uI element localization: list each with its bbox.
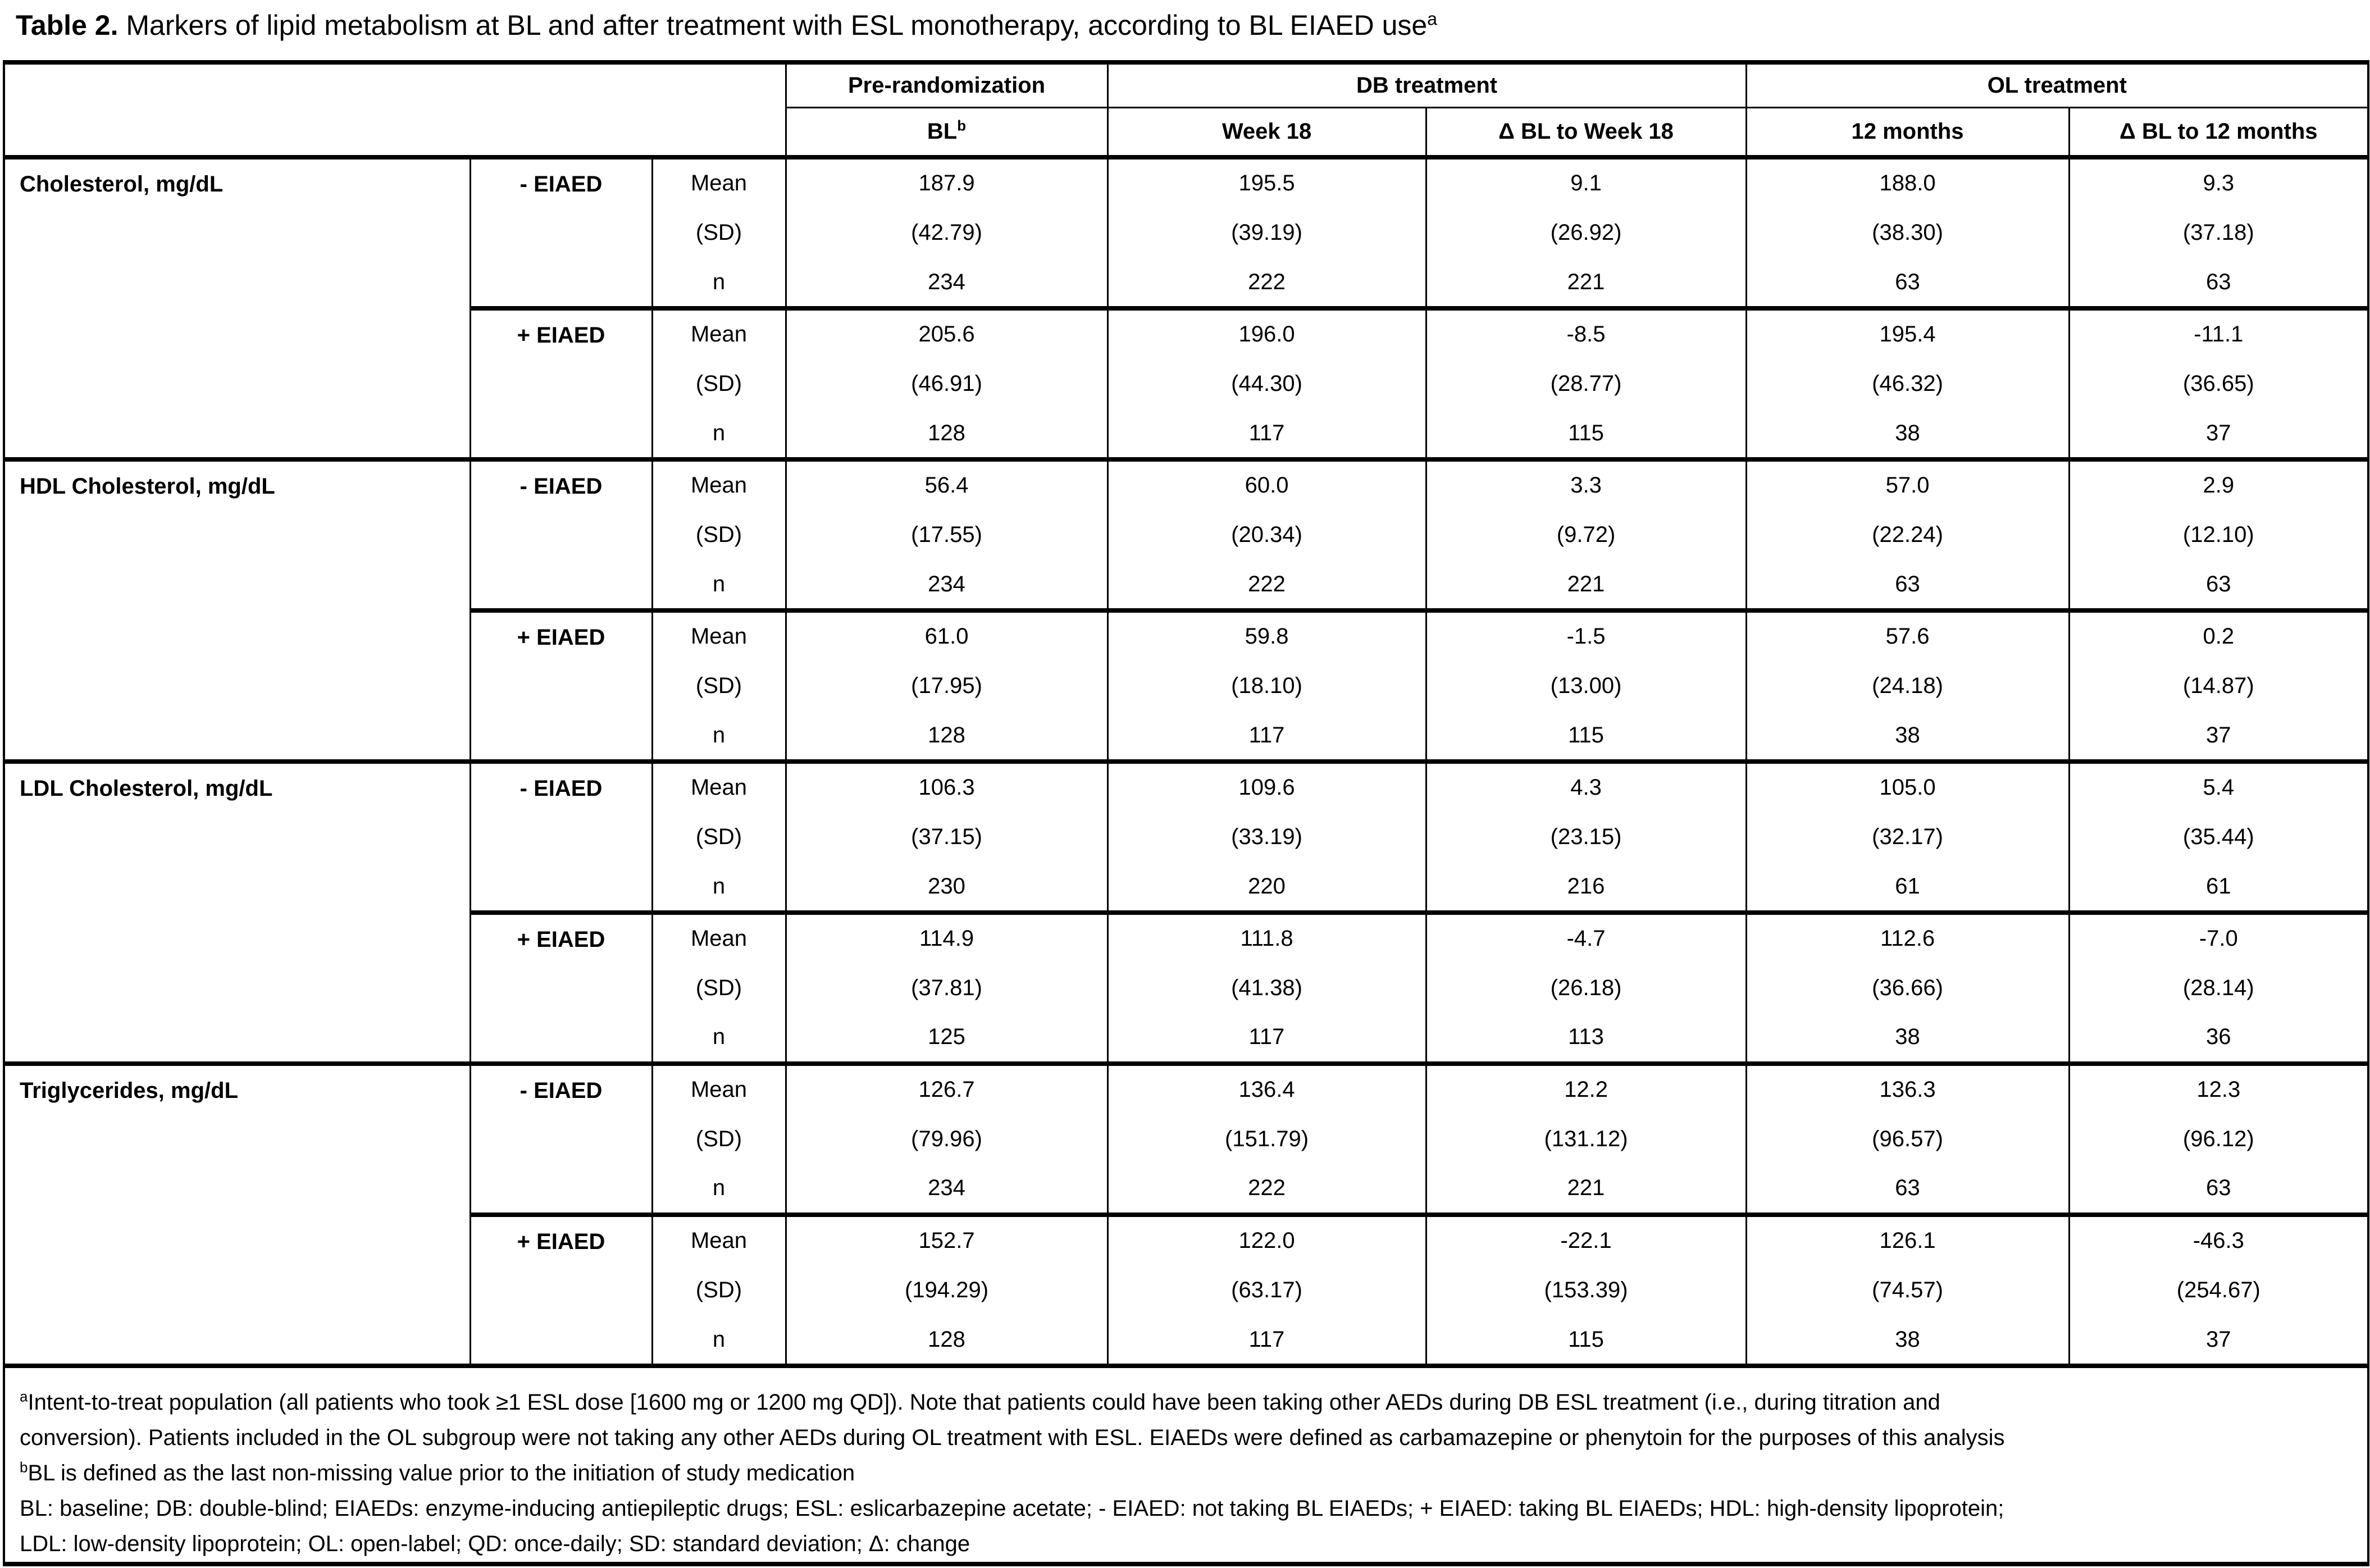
value-cell: 234	[786, 1164, 1107, 1215]
stat-label-cell: (SD)	[652, 963, 786, 1014]
value-cell: 63	[2069, 1164, 2368, 1215]
value-cell: 221	[1426, 1164, 1746, 1215]
value-cell: 105.0	[1746, 762, 2069, 812]
value-cell: (37.81)	[786, 963, 1107, 1014]
value-cell: (33.19)	[1107, 812, 1426, 863]
header-group-prerandomization: Pre-randomization	[786, 62, 1107, 107]
parameter-cell: Triglycerides, mg/dL	[4, 1064, 470, 1366]
value-cell: 126.7	[786, 1064, 1107, 1114]
value-cell: 196.0	[1107, 308, 1426, 359]
value-cell: 220	[1107, 862, 1426, 913]
value-cell: 195.4	[1746, 308, 2069, 359]
value-cell: 230	[786, 862, 1107, 913]
value-cell: 38	[1746, 409, 2069, 459]
stat-label-cell: (SD)	[652, 1265, 786, 1315]
value-cell: 2.9	[2069, 459, 2368, 510]
header-col-bl	[786, 107, 1107, 157]
stat-label-cell: n	[652, 560, 786, 610]
table-header	[4, 62, 2368, 157]
value-cell: 106.3	[786, 762, 1107, 812]
value-cell: -22.1	[1426, 1215, 1746, 1265]
abbreviations-line2: LDL: low-density lipoprotein; OL: open-label; QD: once-daily; SD: standard deviation; Δ: change	[20, 1531, 970, 1556]
value-cell: (254.67)	[2069, 1265, 2368, 1315]
value-cell: (79.96)	[786, 1114, 1107, 1164]
value-cell: 9.1	[1426, 157, 1746, 208]
value-cell: (96.12)	[2069, 1114, 2368, 1164]
value-cell: 187.9	[786, 157, 1107, 208]
stat-label-cell: Mean	[652, 610, 786, 661]
value-cell: 63	[2069, 258, 2368, 308]
value-cell: 128	[786, 711, 1107, 762]
table-row	[4, 1064, 2368, 1114]
value-cell: 221	[1426, 258, 1746, 308]
value-cell: 112.6	[1746, 913, 2069, 963]
stat-label-cell: Mean	[652, 913, 786, 963]
bl-footnote-marker: b	[957, 117, 967, 134]
stat-label-cell: n	[652, 409, 786, 459]
value-cell: (63.17)	[1107, 1265, 1426, 1315]
stat-label-cell: (SD)	[652, 359, 786, 409]
stat-label-cell: (SD)	[652, 208, 786, 258]
value-cell: 37	[2069, 1315, 2368, 1366]
value-cell: 117	[1107, 1315, 1426, 1366]
value-cell: (20.34)	[1107, 510, 1426, 560]
stat-label-cell: (SD)	[652, 661, 786, 712]
value-cell: (42.79)	[786, 208, 1107, 258]
value-cell: 117	[1107, 409, 1426, 459]
eiaed-group-cell: + EIAED	[470, 1215, 652, 1366]
value-cell: (37.18)	[2069, 208, 2368, 258]
value-cell: 4.3	[1426, 762, 1746, 812]
value-cell: 0.2	[2069, 610, 2368, 661]
value-cell: (153.39)	[1426, 1265, 1746, 1315]
value-cell: 117	[1107, 1013, 1426, 1064]
value-cell: 57.0	[1746, 459, 2069, 510]
header-corner-cell	[4, 62, 786, 157]
stat-label-cell: n	[652, 1315, 786, 1366]
value-cell: 9.3	[2069, 157, 2368, 208]
eiaed-group-cell: + EIAED	[470, 610, 652, 762]
stat-label-cell: (SD)	[652, 510, 786, 560]
value-cell: (39.19)	[1107, 208, 1426, 258]
value-cell: 38	[1746, 1013, 2069, 1064]
table-body	[4, 157, 2368, 1366]
value-cell: -1.5	[1426, 610, 1746, 661]
value-cell: (74.57)	[1746, 1265, 2069, 1315]
value-cell: 61	[2069, 862, 2368, 913]
value-cell: -8.5	[1426, 308, 1746, 359]
eiaed-group-cell: + EIAED	[470, 308, 652, 459]
value-cell: 59.8	[1107, 610, 1426, 661]
value-cell: (23.15)	[1426, 812, 1746, 863]
value-cell: 5.4	[2069, 762, 2368, 812]
value-cell: -7.0	[2069, 913, 2368, 963]
value-cell: 136.4	[1107, 1064, 1426, 1114]
value-cell: 60.0	[1107, 459, 1426, 510]
footnote-a-line1: $^a$Intent-to-treat population (all patients who took ≥1 ESL dose [1600 mg or 1200 mg QD]). Note that patients could have been taking other AEDs during DB ESL treatment (i.e., during titration and	[20, 1388, 1940, 1415]
value-cell: (26.18)	[1426, 963, 1746, 1014]
value-cell: 136.3	[1746, 1064, 2069, 1114]
value-cell: 113	[1426, 1013, 1746, 1064]
value-cell: -4.7	[1426, 913, 1746, 963]
value-cell: 63	[1746, 1164, 2069, 1215]
stat-label-cell: Mean	[652, 308, 786, 359]
value-cell: (32.17)	[1746, 812, 2069, 863]
value-cell: 56.4	[786, 459, 1107, 510]
eiaed-group-cell: - EIAED	[470, 762, 652, 913]
value-cell: (131.12)	[1426, 1114, 1746, 1164]
parameter-cell: LDL Cholesterol, mg/dL	[4, 762, 470, 1064]
value-cell: 222	[1107, 1164, 1426, 1215]
header-group-db-treatment: DB treatment	[1107, 62, 1746, 107]
table-footer	[4, 1366, 2368, 1564]
value-cell: 57.6	[1746, 610, 2069, 661]
value-cell: (41.38)	[1107, 963, 1426, 1014]
value-cell: 37	[2069, 711, 2368, 762]
value-cell: 111.8	[1107, 913, 1426, 963]
stat-label-cell: n	[652, 711, 786, 762]
table-row	[4, 459, 2368, 510]
value-cell: 205.6	[786, 308, 1107, 359]
value-cell: (44.30)	[1107, 359, 1426, 409]
stat-label-cell: n	[652, 258, 786, 308]
value-cell: (36.66)	[1746, 963, 2069, 1014]
value-cell: 3.3	[1426, 459, 1746, 510]
table-number: Table 2.	[16, 10, 118, 41]
stat-label-cell: Mean	[652, 157, 786, 208]
title-footnote-marker: a	[1427, 8, 1438, 29]
value-cell: 128	[786, 409, 1107, 459]
value-cell: 195.5	[1107, 157, 1426, 208]
value-cell: (96.57)	[1746, 1114, 2069, 1164]
value-cell: 216	[1426, 862, 1746, 913]
value-cell: 63	[2069, 560, 2368, 610]
value-cell: (46.32)	[1746, 359, 2069, 409]
eiaed-group-cell: - EIAED	[470, 459, 652, 610]
value-cell: -46.3	[2069, 1215, 2368, 1265]
value-cell: 152.7	[786, 1215, 1107, 1265]
value-cell: (28.14)	[2069, 963, 2368, 1014]
header-group-ol-treatment: OL treatment	[1746, 62, 2368, 107]
value-cell: 63	[1746, 560, 2069, 610]
stat-label-cell: n	[652, 1164, 786, 1215]
footnote-b: $^b$BL is defined as the last non-missing value prior to the initiation of study medication	[20, 1458, 855, 1485]
value-cell: 37	[2069, 409, 2368, 459]
value-cell: 115	[1426, 711, 1746, 762]
value-cell: 234	[786, 258, 1107, 308]
table-row	[4, 157, 2368, 208]
eiaed-group-cell: - EIAED	[470, 1064, 652, 1215]
table-title	[0, 0, 2370, 42]
value-cell: 222	[1107, 560, 1426, 610]
parameter-cell: Cholesterol, mg/dL	[4, 157, 470, 459]
value-cell: (151.79)	[1107, 1114, 1426, 1164]
value-cell: 38	[1746, 711, 2069, 762]
value-cell: 38	[1746, 1315, 2069, 1366]
value-cell: (9.72)	[1426, 510, 1746, 560]
value-cell: (17.95)	[786, 661, 1107, 712]
header-col-week18: Week 18	[1107, 107, 1426, 157]
table-caption: Markers of lipid metabolism at BL and after treatment with ESL monotherapy, according to BL EIAED use	[118, 10, 1428, 41]
value-cell: (36.65)	[2069, 359, 2368, 409]
value-cell: (12.10)	[2069, 510, 2368, 560]
stat-label-cell: (SD)	[652, 1114, 786, 1164]
header-col-bl-label: BL	[927, 118, 958, 144]
eiaed-group-cell: - EIAED	[470, 157, 652, 308]
stat-label-cell: (SD)	[652, 812, 786, 863]
value-cell: 222	[1107, 258, 1426, 308]
value-cell: (18.10)	[1107, 661, 1426, 712]
value-cell: 188.0	[1746, 157, 2069, 208]
value-cell: (46.91)	[786, 359, 1107, 409]
footnote-a-line2: conversion). Patients included in the OL subgroup were not taking any other AEDs during OL treatment with ESL. EIAEDs were defined as carbamazepine or phenytoin for the purposes of this analysis	[20, 1425, 2005, 1450]
abbreviations-line1: BL: baseline; DB: double-blind; EIAEDs: enzyme-inducing antiepileptic drugs; ESL: eslicarbazepine acetate; - EIAED: not taking BL EIAEDs; + EIAED: taking BL EIAEDs; HDL: high-density lipoprotein;	[20, 1496, 2004, 1521]
eiaed-group-cell: + EIAED	[470, 913, 652, 1064]
value-cell: 234	[786, 560, 1107, 610]
stat-label-cell: Mean	[652, 459, 786, 510]
lipid-metabolism-table	[3, 60, 2369, 1566]
value-cell: (35.44)	[2069, 812, 2368, 863]
stat-label-cell: Mean	[652, 1064, 786, 1114]
value-cell: 122.0	[1107, 1215, 1426, 1265]
footnote-marker-a: a	[20, 1388, 28, 1405]
stat-label-cell: n	[652, 1013, 786, 1064]
value-cell: 114.9	[786, 913, 1107, 963]
parameter-cell: HDL Cholesterol, mg/dL	[4, 459, 470, 762]
footnote-marker-b: b	[20, 1458, 28, 1476]
footnotes-cell	[4, 1366, 2368, 1564]
value-cell: 12.3	[2069, 1064, 2368, 1114]
value-cell: 117	[1107, 711, 1426, 762]
value-cell: (14.87)	[2069, 661, 2368, 712]
value-cell: 125	[786, 1013, 1107, 1064]
header-col-12months: 12 months	[1746, 107, 2069, 157]
stat-label-cell: Mean	[652, 1215, 786, 1265]
header-col-delta-week18: Δ BL to Week 18	[1426, 107, 1746, 157]
value-cell: 36	[2069, 1013, 2368, 1064]
value-cell: 126.1	[1746, 1215, 2069, 1265]
value-cell: 12.2	[1426, 1064, 1746, 1114]
value-cell: (37.15)	[786, 812, 1107, 863]
value-cell: 128	[786, 1315, 1107, 1366]
value-cell: 115	[1426, 1315, 1746, 1366]
header-col-delta-12months: Δ BL to 12 months	[2069, 107, 2368, 157]
table-row	[4, 762, 2368, 812]
footnote-row	[4, 1366, 2368, 1564]
value-cell: 221	[1426, 560, 1746, 610]
value-cell: (28.77)	[1426, 359, 1746, 409]
value-cell: 61.0	[786, 610, 1107, 661]
value-cell: -11.1	[2069, 308, 2368, 359]
value-cell: 109.6	[1107, 762, 1426, 812]
value-cell: (17.55)	[786, 510, 1107, 560]
value-cell: (13.00)	[1426, 661, 1746, 712]
stat-label-cell: Mean	[652, 762, 786, 812]
value-cell: 63	[1746, 258, 2069, 308]
stat-label-cell: n	[652, 862, 786, 913]
value-cell: 115	[1426, 409, 1746, 459]
value-cell: (24.18)	[1746, 661, 2069, 712]
value-cell: (22.24)	[1746, 510, 2069, 560]
header-group-row	[4, 62, 2368, 107]
value-cell: 61	[1746, 862, 2069, 913]
value-cell: (26.92)	[1426, 208, 1746, 258]
value-cell: (38.30)	[1746, 208, 2069, 258]
value-cell: (194.29)	[786, 1265, 1107, 1315]
